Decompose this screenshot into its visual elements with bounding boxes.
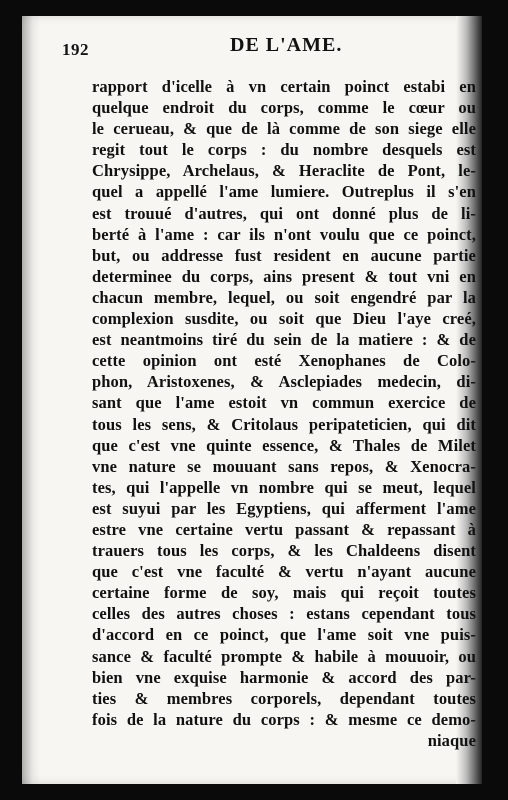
text-line: celles des autres choses : estans cependant tous — [92, 604, 476, 624]
text-line: certaine forme de soy, mais qui reçoit toutes — [92, 583, 476, 603]
text-line: rapport d'icelle à vn certain poinct estabi en — [92, 77, 476, 96]
text-line: tous les sens, & Critolaus peripateticien, qui dit — [92, 414, 476, 434]
book-page — [22, 16, 482, 784]
text-line: est trouué d'autres, qui ont donné plus de li- — [92, 203, 476, 223]
text-line: sance & faculté prompte & habile à mouuoir, ou — [92, 646, 476, 666]
text-line: berté à l'ame : car ils n'ont voulu que ce poinct, — [92, 224, 476, 244]
body-text — [92, 76, 476, 751]
text-line: quel a appellé l'ame lumiere. Outreplus il s'en — [92, 182, 476, 202]
text-line: tes, qui l'appelle vn nombre qui se meut, lequel — [92, 477, 476, 497]
text-line: phon, Aristoxenes, & Asclepiades medecin, di- — [92, 372, 476, 392]
text-line: estre vne certaine vertu passant & repassant à — [92, 519, 476, 539]
text-line: but, ou addresse fust resident en aucune partie — [92, 245, 476, 265]
page-edge-shadow — [22, 16, 40, 784]
text-line: determinee du corps, ains present & tout vni en — [92, 266, 476, 286]
page-header — [62, 34, 452, 62]
text-line: vne nature se mouuant sans repos, & Xenocra- — [92, 456, 476, 476]
text-line: que c'est vne quinte essence, & Thales de Milet — [92, 435, 476, 455]
text-line: sant que l'ame estoit vn commun exercice de — [92, 393, 476, 413]
text-line: quelque endroit du corps, comme le cœur ou — [92, 98, 476, 118]
text-line: bien vne exquise harmonie & accord des par- — [92, 667, 476, 687]
text-line: regit tout le corps : du nombre desquels est — [92, 140, 476, 160]
text-line: Chrysippe, Archelaus, & Heraclite de Pont, le- — [92, 161, 476, 181]
text-line: d'accord en ce poinct, que l'ame soit vne puis- — [92, 625, 476, 645]
text-line-catchword: niaque — [427, 730, 476, 750]
text-line: complexion susdite, ou soit que Dieu l'aye creé, — [92, 309, 476, 329]
page-number: 192 — [62, 40, 89, 59]
text-line: fois de la nature du corps : & mesme ce demo- — [92, 709, 476, 729]
text-line: trauers tous les corps, & les Chaldeens disent — [92, 541, 476, 561]
text-line: chacun membre, lequel, ou soit engendré par la — [92, 287, 476, 307]
text-line: le cerueau, & que de là comme de son siege elle — [92, 119, 476, 139]
text-line: est neantmoins tiré du sein de la matiere : & de — [92, 330, 476, 350]
text-line: ties & membres corporels, dependant toutes — [92, 688, 476, 708]
text-line: cette opinion ont esté Xenophanes de Colo- — [92, 351, 476, 371]
text-line: est suyui par les Egyptiens, qui afferment l'ame — [92, 498, 476, 518]
text-line: que c'est vne faculté & vertu n'ayant aucune — [92, 562, 476, 582]
running-head: DE L'AME. — [230, 34, 343, 56]
